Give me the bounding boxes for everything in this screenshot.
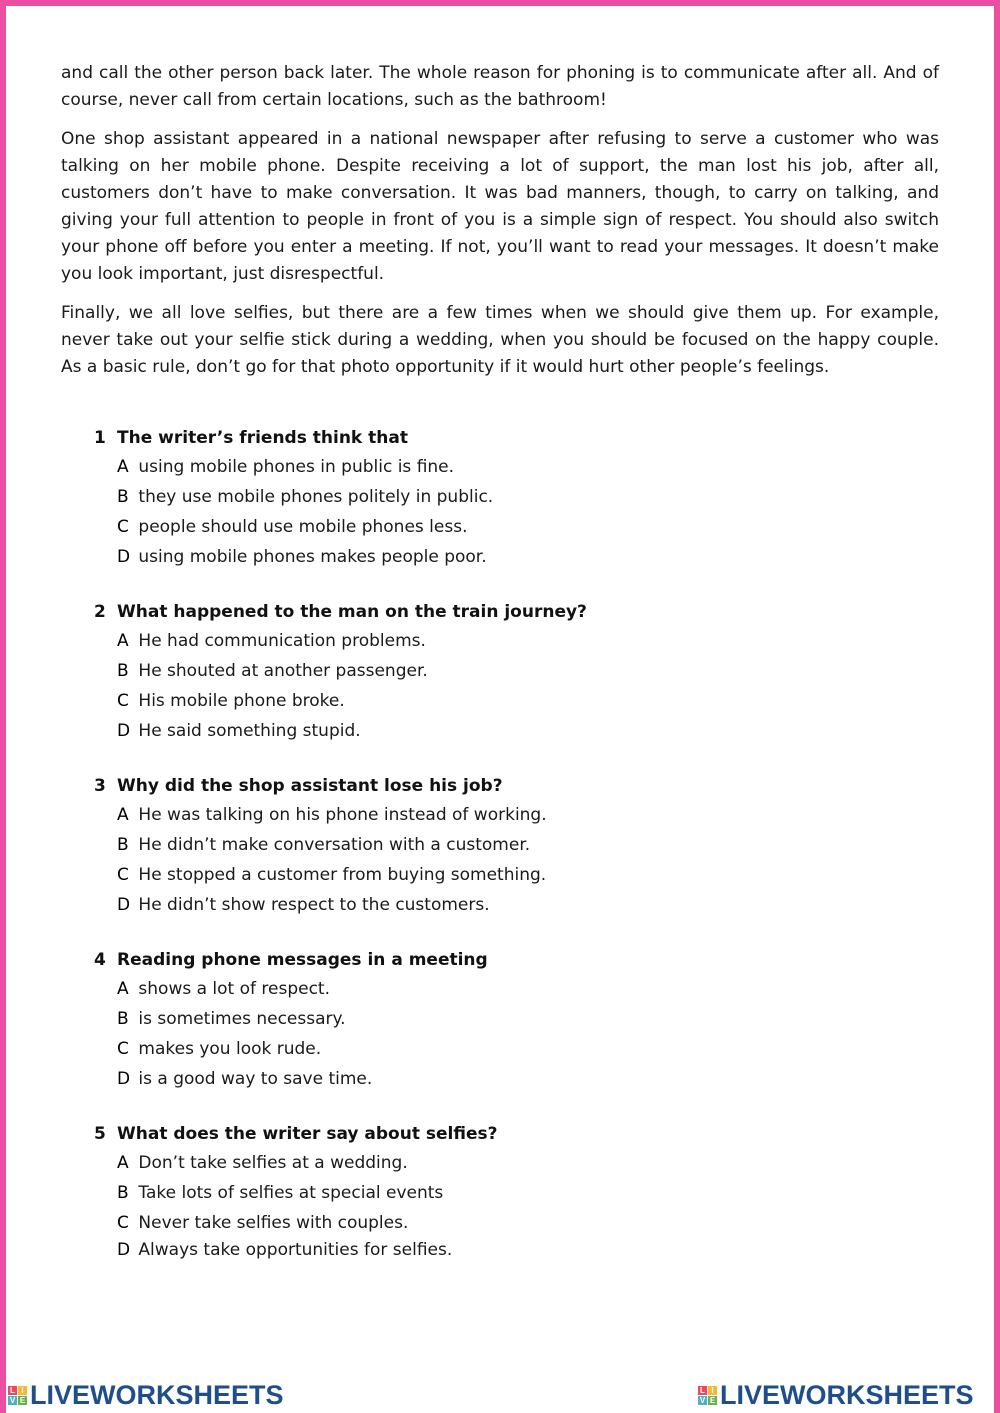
option-letter: D bbox=[117, 895, 131, 915]
option-text: He shouted at another passenger. bbox=[138, 661, 428, 681]
answer-option-c[interactable] bbox=[94, 512, 794, 542]
option-letter: B bbox=[117, 487, 129, 507]
option-letter: A bbox=[117, 457, 129, 477]
option-text: people should use mobile phones less. bbox=[138, 517, 468, 537]
answer-option-a[interactable] bbox=[94, 800, 794, 830]
option-text: He was talking on his phone instead of working. bbox=[138, 805, 547, 825]
option-letter: C bbox=[117, 517, 129, 537]
question-5 bbox=[94, 1120, 794, 1262]
option-letter: B bbox=[117, 661, 129, 681]
option-letter: D bbox=[117, 1240, 131, 1260]
answer-option-b[interactable] bbox=[94, 830, 794, 860]
question-number: 3 bbox=[94, 776, 106, 796]
question-2 bbox=[94, 598, 794, 746]
option-text: Never take selfies with couples. bbox=[138, 1213, 409, 1233]
answer-option-c[interactable] bbox=[94, 860, 794, 890]
option-letter: B bbox=[117, 1183, 129, 1203]
answer-option-a[interactable] bbox=[94, 452, 794, 482]
logo-text: LIVEWORKSHEETS bbox=[30, 1379, 284, 1410]
answer-option-c[interactable] bbox=[94, 1208, 794, 1238]
question-3 bbox=[94, 772, 794, 920]
option-letter: B bbox=[117, 835, 129, 855]
liveworksheets-icon: L I V E bbox=[9, 1385, 26, 1405]
question-text: Reading phone messages in a meeting bbox=[117, 950, 488, 970]
question-1 bbox=[94, 424, 794, 572]
paragraph: Finally, we all love selfies, but there are a few times when we should give them up. For example, never take out your selfie stick during a wedding, when you should be focused on the happy couple. As a basic rule, don’t go for that photo opportunity if it would hurt other people’s feelings. bbox=[61, 303, 939, 377]
question-number: 5 bbox=[94, 1124, 106, 1144]
option-text: is a good way to save time. bbox=[138, 1069, 373, 1089]
option-text: they use mobile phones politely in public. bbox=[138, 487, 494, 507]
reading-passage bbox=[61, 60, 939, 393]
option-text: Don’t take selfies at a wedding. bbox=[138, 1153, 408, 1173]
liveworksheets-logo[interactable] bbox=[8, 1380, 284, 1410]
answer-option-d[interactable] bbox=[94, 1238, 794, 1262]
option-letter: C bbox=[117, 691, 129, 711]
option-letter: D bbox=[117, 721, 131, 741]
option-text: Take lots of selfies at special events bbox=[138, 1183, 444, 1203]
answer-option-a[interactable] bbox=[94, 626, 794, 656]
option-text: Always take opportunities for selfies. bbox=[138, 1240, 453, 1260]
answer-option-a[interactable] bbox=[94, 1148, 794, 1178]
option-text: He didn’t make conversation with a customer. bbox=[138, 835, 531, 855]
option-letter: A bbox=[117, 979, 129, 999]
question-text: What does the writer say about selfies? bbox=[117, 1124, 498, 1144]
answer-option-d[interactable] bbox=[94, 1064, 794, 1094]
question-heading bbox=[94, 424, 794, 452]
option-text: His mobile phone broke. bbox=[138, 691, 345, 711]
question-4 bbox=[94, 946, 794, 1094]
answer-option-c[interactable] bbox=[94, 686, 794, 716]
liveworksheets-icon: L I V E bbox=[699, 1385, 716, 1405]
question-text: What happened to the man on the train journey? bbox=[117, 602, 587, 622]
question-heading bbox=[94, 946, 794, 974]
option-text: He said something stupid. bbox=[138, 721, 361, 741]
answer-option-b[interactable] bbox=[94, 482, 794, 512]
option-text: He didn’t show respect to the customers. bbox=[138, 895, 490, 915]
option-letter: B bbox=[117, 1009, 129, 1029]
option-text: shows a lot of respect. bbox=[138, 979, 331, 999]
question-heading bbox=[94, 772, 794, 800]
question-number: 4 bbox=[94, 950, 106, 970]
question-text: Why did the shop assistant lose his job? bbox=[117, 776, 503, 796]
question-list bbox=[94, 424, 794, 1288]
question-text: The writer’s friends think that bbox=[117, 428, 408, 448]
question-number: 2 bbox=[94, 602, 106, 622]
answer-option-c[interactable] bbox=[94, 1034, 794, 1064]
question-heading bbox=[94, 598, 794, 626]
answer-option-d[interactable] bbox=[94, 542, 794, 572]
option-letter: C bbox=[117, 865, 129, 885]
paragraph: and call the other person back later. The whole reason for phoning is to communicate after all. And of course, never call from certain locations, such as the bathroom! bbox=[61, 63, 939, 110]
answer-option-b[interactable] bbox=[94, 1004, 794, 1034]
paragraph: One shop assistant appeared in a national newspaper after refusing to serve a customer who was talking on her mobile phone. Despite receiving a lot of support, the man lost his job, after all, customers don’t have to make conversation. It was bad manners, though, to carry on talking, and giving your full attention to people in front of you is a simple sign of respect. You should also switch your phone off before you enter a meeting. If not, you’ll want to read your messages. It doesn’t make you look important, just disrespectful. bbox=[61, 129, 939, 284]
logo-text: LIVEWORKSHEETS bbox=[720, 1379, 974, 1410]
option-letter: D bbox=[117, 547, 131, 567]
option-text: using mobile phones in public is fine. bbox=[138, 457, 455, 477]
option-text: makes you look rude. bbox=[138, 1039, 322, 1059]
option-letter: D bbox=[117, 1069, 131, 1089]
answer-option-d[interactable] bbox=[94, 716, 794, 746]
answer-option-b[interactable] bbox=[94, 656, 794, 686]
liveworksheets-logo[interactable] bbox=[698, 1380, 974, 1410]
answer-option-d[interactable] bbox=[94, 890, 794, 920]
question-number: 1 bbox=[94, 428, 106, 448]
question-heading bbox=[94, 1120, 794, 1148]
option-letter: C bbox=[117, 1039, 129, 1059]
option-letter: A bbox=[117, 805, 129, 825]
option-letter: A bbox=[117, 631, 129, 651]
option-text: is sometimes necessary. bbox=[138, 1009, 346, 1029]
option-letter: C bbox=[117, 1213, 129, 1233]
answer-option-a[interactable] bbox=[94, 974, 794, 1004]
option-text: He stopped a customer from buying something. bbox=[138, 865, 547, 885]
option-text: using mobile phones makes people poor. bbox=[138, 547, 487, 567]
option-text: He had communication problems. bbox=[138, 631, 426, 651]
answer-option-b[interactable] bbox=[94, 1178, 794, 1208]
option-letter: A bbox=[117, 1153, 129, 1173]
